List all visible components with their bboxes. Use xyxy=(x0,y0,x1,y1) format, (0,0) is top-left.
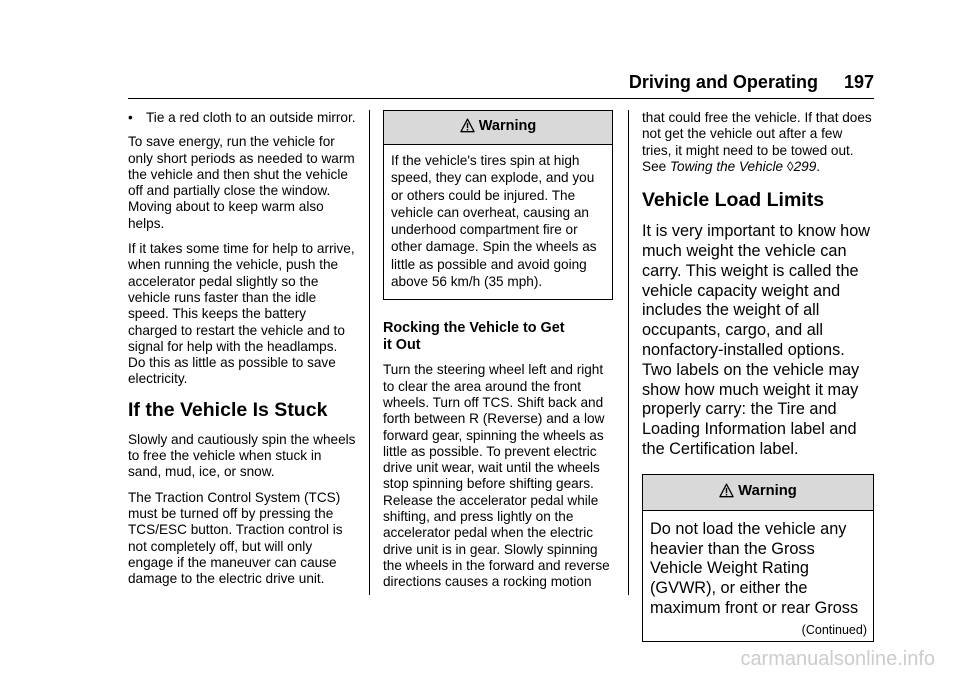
paragraph-rocking: Turn the steering wheel left and right to clear the area around the front wheels. Turn off TCS. Shift back and forth between R (Reverse) and a low forward gear, spinning the wheels as little as possible. To prevent electric drive unit wear, wait until the wheels stop spinning before shifting gears. Release the accelerator pedal while shifting, and press lightly on the accelerator pedal when the electric drive unit is in gear. Slowly spinning the wheels in the forward and reverse directions causes a rocking motion xyxy=(383,362,610,590)
page-header xyxy=(0,72,874,93)
warning-title: Warning xyxy=(478,118,537,134)
bullet-text: Tie a red cloth to an outside mirror. xyxy=(146,110,356,125)
paragraph-help-arrive: If it takes some time for help to arrive, when running the vehicle, push the accelerator pedal slightly so the vehicle runs faster than the idle speed. This keeps the battery charged to restart the vehicle and to signal for help with the headlamps. Do this as little as possible to save electricity. xyxy=(128,241,355,387)
subheading-rocking xyxy=(383,320,613,354)
section-title: Driving and Operating xyxy=(628,72,818,92)
column-2 xyxy=(383,110,613,600)
paragraph-continued xyxy=(642,110,874,175)
warning-box-load xyxy=(642,474,874,642)
warning-text: If the vehicle's tires spin at high speed, they can explode, and you or others could be injured. The vehicle can overheat, causing an underhood compartment fire or other damage. Spin the wheels as little as possible and avoid going above 56 km/h (35 mph). xyxy=(391,153,597,290)
header-rule xyxy=(128,98,874,99)
bullet-marker: • xyxy=(128,110,133,125)
warning-header xyxy=(643,475,873,511)
warning-header xyxy=(384,111,612,145)
page-number: 197 xyxy=(843,72,874,92)
xref-symbol: ◊ xyxy=(786,158,794,174)
heading-load-limits: Vehicle Load Limits xyxy=(642,189,825,212)
subheading-line-1: Rocking the Vehicle to Get xyxy=(383,320,565,337)
warning-box-tires xyxy=(383,110,613,300)
continued-text: that could free the vehicle. If that does not get the vehicle out after a few tries, it might need to be towed out. See xyxy=(642,110,872,174)
warning-text: Do not load the vehicle any heavier than the Gross Vehicle Weight Rating (GVWR), or either the maximum front or rear Gross xyxy=(650,519,859,617)
xref-end: . xyxy=(816,158,821,174)
column-divider-1 xyxy=(369,110,370,595)
paragraph-spin-wheels: Slowly and cautiously spin the wheels to free the vehicle when stuck in sand, mud, ice, or snow. xyxy=(128,431,356,480)
warning-title: Warning xyxy=(738,482,797,499)
subheading-line-2: it Out xyxy=(383,337,421,354)
paragraph-save-energy: To save energy, run the vehicle for only short periods as needed to warm the vehicle and then shut the vehicle off and partially close the window. Moving about to keep warm also helps. xyxy=(128,134,355,231)
paragraph-load-limits: It is very important to know how much weight the vehicle can carry. This weight is called the vehicle capacity weight and includes the weight of all occupants, cargo, and all nonfactory-installed options. Two labels on the vehicle may show how much weight it may properly carry: the Tire and Loading Information label and the Certification label. xyxy=(642,222,871,458)
xref-page[interactable]: 299 xyxy=(793,158,817,174)
column-3 xyxy=(642,110,874,642)
heading-vehicle-stuck: If the Vehicle Is Stuck xyxy=(128,398,328,421)
watermark: carmanualsonline.info xyxy=(740,648,935,670)
warning-triangle-icon xyxy=(719,483,734,502)
paragraph-tcs: The Traction Control System (TCS) must be turned off by pressing the TCS/ESC button. Traction control is not completely off, but will only engage if the maneuver can cause damage to the electric drive unit. xyxy=(128,489,343,587)
column-1 xyxy=(128,110,356,596)
bullet-item xyxy=(128,110,356,126)
column-divider-2 xyxy=(628,110,629,595)
continued-label: (Continued) xyxy=(801,622,867,637)
warning-triangle-icon xyxy=(460,118,475,137)
xref-title[interactable]: Towing the Vehicle xyxy=(669,158,784,174)
